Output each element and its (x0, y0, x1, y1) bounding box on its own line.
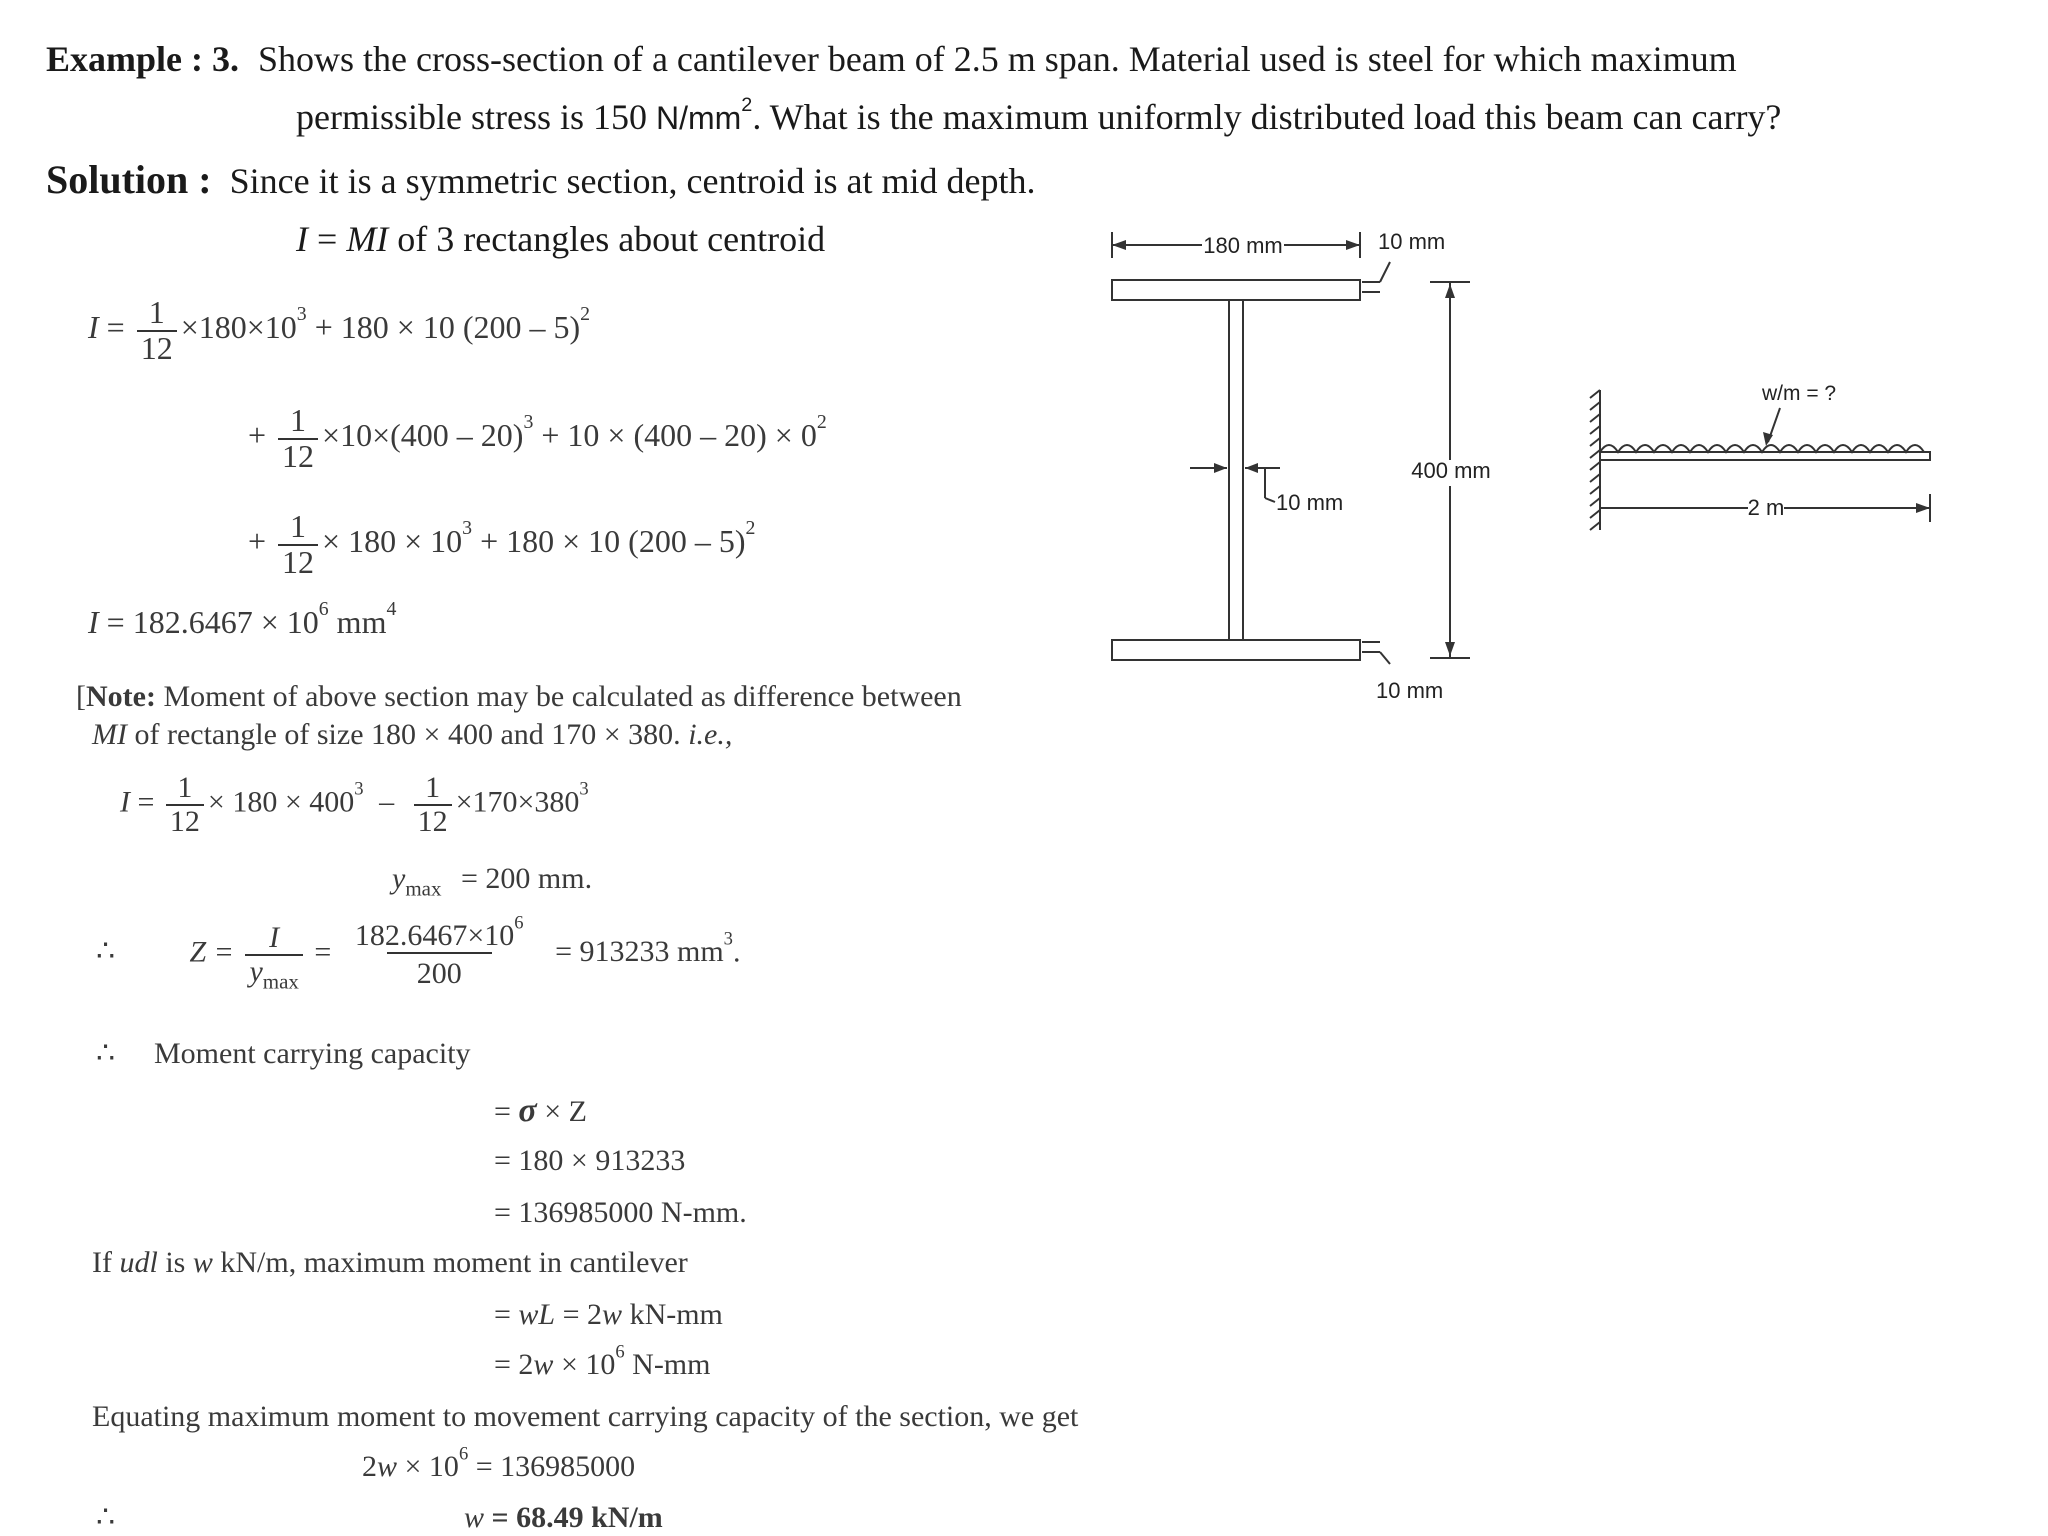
note-I-equation (120, 772, 589, 837)
I-result (88, 598, 397, 641)
frac-num-text: 182.6467×10 (354, 919, 515, 952)
calc-term: × 180 × 10 (322, 522, 463, 559)
calc-term: ×10×(400 – 20) (322, 416, 524, 453)
calc-term: ×180×10 (180, 308, 297, 345)
fraction-1-12 (137, 296, 177, 365)
note-text: Moment of above section may be calculated as difference between (155, 680, 962, 713)
calc-term: + 180 × 10 (200 – 5) (472, 522, 746, 559)
stress-unit (655, 94, 753, 136)
note-line-1 (76, 680, 962, 714)
I-symbol: I (88, 604, 99, 640)
udl-load (1600, 445, 1924, 452)
exp: 6 (318, 598, 329, 621)
frac-num: I (269, 921, 280, 954)
frac-den (245, 954, 302, 993)
wall-hatching (1590, 390, 1600, 530)
I-symbol: I (120, 785, 130, 819)
calc-line-3 (248, 510, 755, 579)
period: . (732, 935, 741, 969)
exp: 4 (386, 598, 397, 621)
minus-sign: – (379, 785, 395, 819)
wL-symbol: wL (518, 1298, 556, 1331)
calc-term: + 180 × 10 (200 – 5) (306, 308, 581, 345)
solution-text: Since it is a symmetric section, centroid is at mid depth. (229, 161, 1036, 201)
Z-label: Z = (189, 935, 234, 969)
result-unit: mm (328, 604, 387, 640)
Z-equation (96, 912, 741, 993)
leader-top-diag (1380, 262, 1390, 282)
frac-den: 200 (387, 952, 492, 990)
mi-I: I (296, 219, 308, 259)
mi-rest: of 3 rectangles about centroid (388, 219, 826, 259)
moment-term: 2 (362, 1450, 377, 1483)
w-symbol: w (533, 1348, 554, 1381)
exp: 2 (580, 303, 591, 326)
fraction-1-12 (414, 772, 452, 837)
moment-term: = 136985000 (468, 1450, 636, 1483)
moment-line-3: = 136985000 N-mm. (494, 1196, 747, 1229)
calc-term: + 10 × (400 – 20) × 0 (533, 416, 817, 453)
moment-unit: N-mm (624, 1348, 711, 1381)
solution-line (46, 156, 1035, 203)
load-label: w/m = ? (1762, 382, 1837, 405)
exp: 3 (462, 517, 473, 540)
dim-10-top-label: 10 mm (1378, 229, 1446, 254)
exp: 6 (458, 1443, 469, 1465)
i-section-diagram (1090, 220, 1520, 720)
moment-term: = 2 (494, 1348, 534, 1381)
fraction-Z (345, 912, 534, 990)
dim-400-label: 400 mm (1411, 458, 1491, 483)
mi-MI: MI (346, 219, 389, 259)
frac-num: 1 (425, 771, 441, 804)
udl-text: is (157, 1246, 193, 1279)
fraction-1-12 (278, 404, 318, 473)
y-symbol: y (249, 954, 263, 988)
unit-text: N/mm (655, 100, 742, 136)
ymax-value: = 200 mm. (460, 862, 593, 895)
w-symbol: w (602, 1298, 623, 1331)
exp: 2 (745, 517, 756, 540)
moment-capacity-heading (96, 1036, 471, 1071)
therefore-symbol: ∴ (96, 935, 116, 969)
problem-line-2-text: permissible stress is 150 (296, 97, 656, 137)
max-sub: max (262, 968, 299, 993)
solution-label: Solution : (46, 157, 212, 202)
calc-term: ×170×380 (455, 785, 580, 819)
arrowhead (1214, 463, 1227, 473)
equals: = (494, 1095, 519, 1128)
equals: = (314, 935, 332, 969)
calc-line-2 (248, 404, 827, 473)
calc-term: × 180 × 400 (207, 785, 355, 819)
frac-num: 1 (177, 771, 193, 804)
I-symbol: I (88, 308, 99, 345)
w-symbol: w (192, 1246, 213, 1279)
equating-line: Equating maximum moment to movement carrying capacity of the section, we get (92, 1400, 1079, 1433)
exp: 6 (514, 912, 524, 934)
bracket: [ (76, 680, 86, 713)
therefore-symbol: ∴ (96, 1501, 116, 1534)
cantilever-diagram (1560, 360, 1980, 540)
therefore-symbol: ∴ (96, 1037, 116, 1070)
dim-10-web-label: 10 mm (1276, 490, 1344, 515)
plus-sign: + (248, 522, 267, 559)
frac-den: 12 (166, 804, 204, 838)
unit-exp: 2 (741, 94, 753, 117)
example-label: Example : 3. (46, 39, 239, 79)
fraction-I-ymax (245, 921, 302, 993)
moment-term: = 2 (555, 1298, 603, 1331)
arrowhead (1112, 240, 1126, 250)
leader-bottom-diag (1380, 652, 1390, 664)
dim-10-bottom-label: 10 mm (1376, 678, 1444, 703)
moment-line-2: = 180 × 913233 (494, 1144, 686, 1177)
Z-result: = 913233 mm (555, 935, 724, 969)
frac-den: 12 (278, 544, 318, 580)
equals: = (106, 308, 125, 345)
moment-unit: kN-mm (622, 1298, 723, 1331)
dim-180-label: 180 mm (1203, 233, 1283, 258)
arrowhead (1445, 642, 1455, 656)
frac-den: 12 (278, 438, 318, 474)
plus-sign: + (248, 416, 267, 453)
udl-line (92, 1246, 688, 1280)
moment-line-5 (494, 1341, 711, 1382)
udl-abbr: udl (119, 1246, 158, 1279)
problem-line-1: Shows the cross-section of a cantilever beam of 2.5 m span. Material used is steel for which maximum (258, 39, 1737, 79)
udl-text: kN/m, maximum moment in cantilever (212, 1246, 688, 1279)
beam (1600, 452, 1930, 460)
calc-line-1 (88, 296, 590, 365)
exp: 3 (579, 778, 589, 800)
note-line-2 (92, 718, 732, 752)
fraction-1-12 (278, 510, 318, 579)
exp: 3 (723, 928, 733, 950)
note-MI: MI (92, 718, 127, 751)
udl-text: If (92, 1246, 120, 1279)
frac-den: 12 (414, 804, 452, 838)
frac-num: 1 (290, 402, 307, 438)
note-ie: i.e., (688, 718, 733, 751)
mi-eq: = (308, 219, 347, 259)
moment-term: × 10 (553, 1348, 616, 1381)
moment-term: × Z (536, 1095, 587, 1128)
arrowhead (1346, 240, 1360, 250)
arrowhead (1916, 503, 1930, 513)
exp: 3 (354, 778, 364, 800)
note-label: Note: (86, 680, 156, 713)
arrowhead (1245, 463, 1258, 473)
frac-num (345, 912, 534, 952)
bottom-flange (1112, 640, 1360, 660)
problem-line-2 (296, 96, 1781, 138)
frac-num: 1 (148, 294, 165, 330)
exp: 2 (816, 411, 827, 434)
exp: 3 (523, 411, 534, 434)
problem-line-2-end: . What is the maximum uniformly distributed load this beam can carry? (752, 97, 1782, 137)
exp: 3 (296, 303, 307, 326)
equals: = (137, 785, 155, 819)
moment-term: × 10 (397, 1450, 459, 1483)
w-symbol: w (464, 1501, 485, 1534)
web-leader (1265, 498, 1275, 502)
note-text: of rectangle of size 180 × 400 and 170 × 380. (126, 718, 689, 751)
final-answer (96, 1500, 663, 1535)
fraction-1-12 (166, 772, 204, 837)
frac-den: 12 (137, 330, 177, 366)
frac-num: 1 (290, 508, 307, 544)
arrowhead (1445, 284, 1455, 298)
equals: = (494, 1298, 519, 1331)
w-symbol: w (377, 1450, 398, 1483)
y-symbol: y (392, 862, 406, 895)
ymax-line (392, 862, 593, 901)
moment-line-4 (494, 1298, 723, 1332)
span-label: 2 m (1747, 495, 1785, 520)
max-sub: max (405, 876, 442, 901)
mi-statement (296, 218, 825, 260)
top-flange (1112, 280, 1360, 300)
exp: 6 (615, 1341, 625, 1363)
moment-label: Moment carrying capacity (154, 1037, 471, 1070)
example-heading (46, 38, 1737, 80)
moment-line-1 (494, 1092, 587, 1130)
equation-2w (362, 1443, 636, 1484)
final-value: = 68.49 kN/m (484, 1501, 663, 1534)
result-value: = 182.6467 × 10 (98, 604, 319, 640)
sigma-symbol: σ (518, 1092, 537, 1129)
